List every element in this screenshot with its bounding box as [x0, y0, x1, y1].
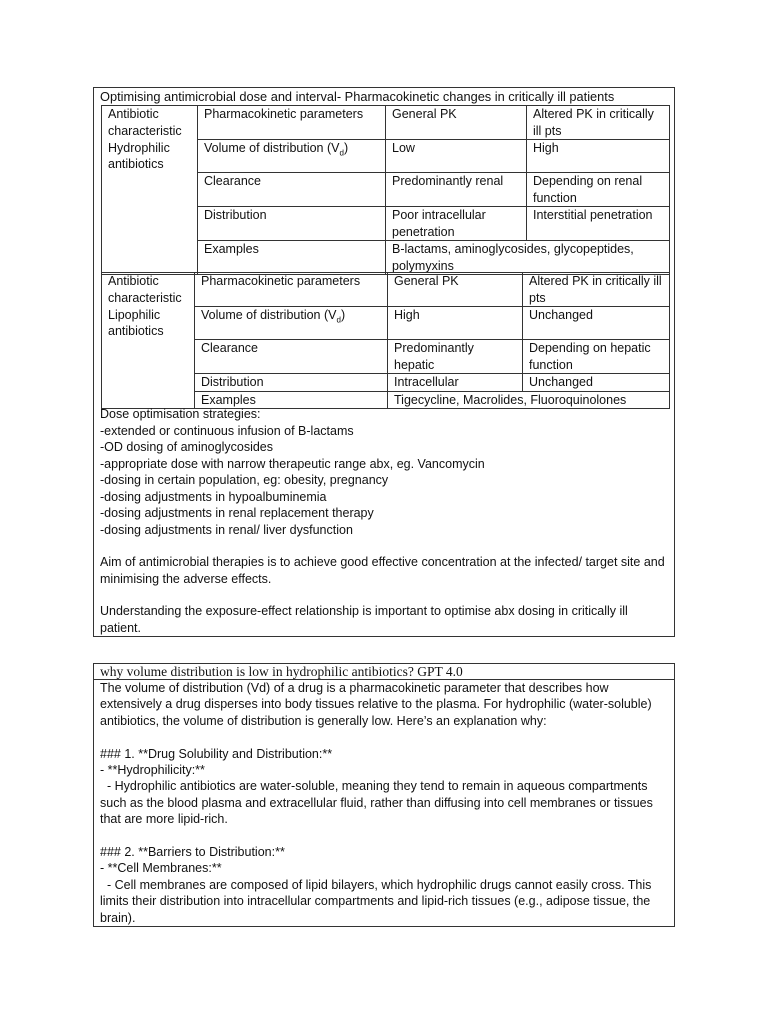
- parameter-cell: [198, 140, 386, 173]
- dose-strategies-list: [100, 406, 668, 538]
- parameter-cell: Clearance: [198, 173, 386, 207]
- header-cell: Altered PK in critically ill pts: [523, 273, 670, 307]
- parameter-cell: Examples: [198, 241, 386, 275]
- parameter-cell: Clearance: [195, 340, 388, 374]
- section-heading: ### 2. **Barriers to Distribution:**: [100, 845, 285, 860]
- header-cell: Altered PK in critically ill pts: [527, 106, 670, 140]
- list-item: -OD dosing of aminoglycosides: [100, 440, 273, 454]
- examples-cell: Tigecycline, Macrolides, Fluoroquinolones: [388, 391, 670, 409]
- subheading: - **Cell Membranes:**: [100, 861, 222, 876]
- section-title: Optimising antimicrobial dose and interval- Pharmacokinetic changes in critically ill patients: [100, 89, 615, 104]
- general-pk-cell: Poor intracellular penetration: [386, 207, 527, 241]
- vd-close: ): [340, 308, 346, 322]
- hydrophilic-pk-table: [101, 105, 670, 275]
- table-row: [102, 173, 670, 207]
- header-cell: General PK: [388, 273, 523, 307]
- list-item: -dosing adjustments in renal replacement therapy: [100, 506, 374, 520]
- general-pk-cell: Low: [386, 140, 527, 173]
- altered-pk-cell: Unchanged: [523, 307, 670, 340]
- vd-subscript: d: [336, 315, 341, 325]
- explanation-text: - Cell membranes are composed of lipid bilayers, which hydrophilic drugs cannot easily cross. This limits their distribution into intracellular compartments and lipid-rich tissues (e.g., adipose tissue, the brain).: [100, 877, 655, 925]
- altered-pk-cell: Depending on renal function: [527, 173, 670, 207]
- section-heading: ### 1. **Drug Solubility and Distribution:**: [100, 746, 333, 761]
- vd-close: ): [343, 141, 349, 155]
- intro-paragraph: The volume of distribution (Vd) of a drug is a pharmacokinetic parameter that describes how extensively a drug disperses into body tissues relative to the plasma. For hydrophilic (water-soluble) antibiotics, the volume of distribution is generally low. Here’s an explanation why:: [100, 681, 656, 728]
- general-pk-cell: High: [388, 307, 523, 340]
- list-item: -appropriate dose with narrow therapeutic range abx, eg. Vancomycin: [100, 456, 485, 471]
- general-pk-cell: Predominantly renal: [386, 173, 527, 207]
- table-row: [102, 241, 670, 275]
- vd-subscript: d: [339, 148, 344, 158]
- category-cell: Lipophilic antibiotics: [102, 307, 195, 340]
- strategies-heading: Dose optimisation strategies:: [100, 407, 261, 421]
- pk-summary-box: [93, 87, 675, 637]
- table-row: [102, 340, 670, 374]
- general-pk-cell: Predominantly hepatic: [388, 340, 523, 374]
- understanding-paragraph: Understanding the exposure-effect relationship is important to optimise abx dosing in critically ill patient.: [100, 604, 628, 635]
- list-item: -dosing adjustments in renal/ liver dysfunction: [100, 522, 353, 537]
- table-row: [102, 207, 670, 241]
- lipophilic-pk-table: [101, 272, 670, 409]
- list-item: -dosing adjustments in hypoalbuminemia: [100, 489, 327, 504]
- header-cell: Pharmacokinetic parameters: [195, 273, 388, 307]
- table-row: [102, 307, 670, 340]
- aim-paragraph: Aim of antimicrobial therapies is to achieve good effective concentration at the infected/ target site and minimising the adverse effects.: [100, 555, 665, 586]
- altered-pk-cell: Unchanged: [523, 374, 670, 392]
- table-header-row: [102, 106, 670, 140]
- table-row: [102, 140, 670, 173]
- header-cell: Pharmacokinetic parameters: [198, 106, 386, 140]
- vd-label: Volume of distribution (V: [201, 308, 337, 322]
- list-item: -dosing in certain population, eg: obesity, pregnancy: [100, 473, 389, 487]
- parameter-cell: Distribution: [198, 207, 386, 241]
- table-row: [102, 374, 670, 392]
- altered-pk-cell: Interstitial penetration: [527, 207, 670, 241]
- altered-pk-cell: High: [527, 140, 670, 173]
- parameter-cell: Distribution: [195, 374, 388, 392]
- parameter-cell: [195, 307, 388, 340]
- general-pk-cell: Intracellular: [388, 374, 523, 392]
- table-header-row: [102, 273, 670, 307]
- header-cell: Antibiotic characteristic: [102, 273, 195, 307]
- subheading: - **Hydrophilicity:**: [100, 763, 205, 778]
- vd-label: Volume of distribution (V: [204, 141, 340, 155]
- question-title: why volume distribution is low in hydrophilic antibiotics? GPT 4.0: [94, 664, 674, 680]
- header-cell: Antibiotic characteristic: [102, 106, 198, 140]
- gpt-explanation-box: [93, 663, 675, 927]
- parameter-cell: Examples: [195, 391, 388, 409]
- explanation-body: [100, 680, 668, 926]
- explanation-text: - Hydrophilic antibiotics are water-soluble, meaning they tend to remain in aqueous compartments such as the blood plasma and extracellular fluid, rather than diffusing into cell membranes or tissues that are more lipid-rich.: [100, 779, 657, 827]
- category-cell: Hydrophilic antibiotics: [102, 140, 198, 173]
- examples-cell: B-lactams, aminoglycosides, glycopeptides, polymyxins: [386, 241, 670, 275]
- altered-pk-cell: Depending on hepatic function: [523, 340, 670, 374]
- list-item: -extended or continuous infusion of B-lactams: [100, 423, 354, 438]
- header-cell: General PK: [386, 106, 527, 140]
